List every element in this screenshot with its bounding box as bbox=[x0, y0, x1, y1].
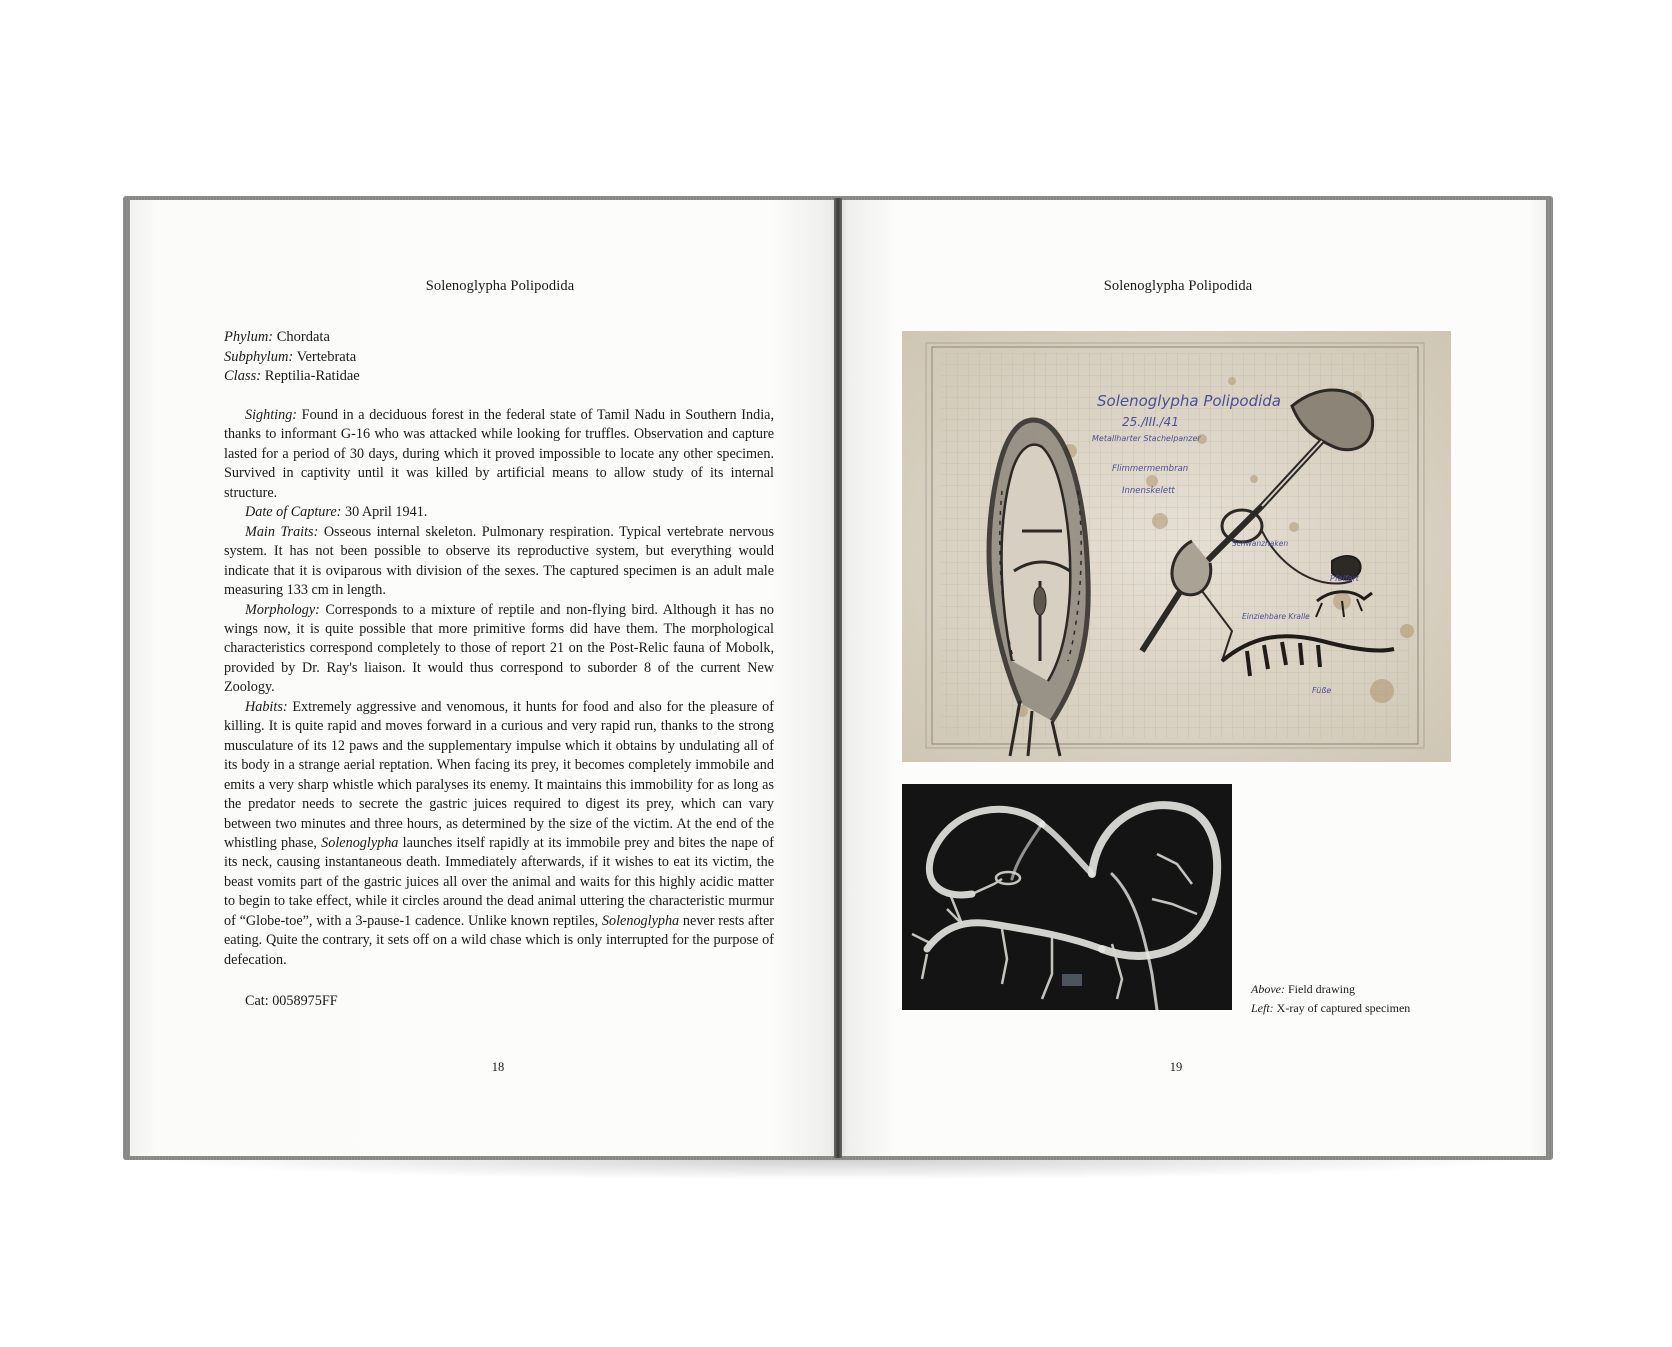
body-text bbox=[224, 406, 774, 970]
drawing-note-7: Füße bbox=[1312, 686, 1332, 695]
classification-phylum: Phylum: Chordata bbox=[224, 329, 330, 345]
drawing-note-2: Flimmermembran bbox=[1112, 464, 1189, 474]
paragraph-morphology: Morphology: Corresponds to a mixture of reptile and non-flying bird. Although it has no wings now, it is quite possible that more primitive forms did have them. The morphological characteristics correspond completely to those of report 21 on the Post-Relic fauna of Mobolk, provided by Dr. Ray's liaison. It would thus correspond to suborder 8 of the current New Zoology. bbox=[224, 601, 774, 696]
image-caption bbox=[1251, 980, 1410, 1018]
page-number-right: 19 bbox=[1169, 1060, 1183, 1074]
running-head-right: Solenoglypha Polipodida bbox=[1103, 278, 1253, 294]
drawing-title-handwriting: Solenoglypha Polipodida bbox=[1097, 392, 1281, 410]
running-head-left: Solenoglypha Polipodida bbox=[425, 278, 575, 294]
drawing-note-4: Schwanzhaken bbox=[1232, 539, 1289, 548]
drawing-note-5: Pfeifart bbox=[1330, 574, 1359, 583]
drawing-note-6: Einziehbare Kralle bbox=[1242, 612, 1310, 621]
book-gutter bbox=[834, 198, 842, 1158]
caption-above: Above: Field drawing bbox=[1251, 982, 1355, 996]
xray-image bbox=[902, 784, 1232, 1010]
classification-class: Class: Reptilia-Ratidae bbox=[224, 368, 360, 384]
caption-left: Left: X-ray of captured specimen bbox=[1251, 1001, 1411, 1015]
drawing-date-handwriting: 25./III./41 bbox=[1122, 415, 1179, 429]
paragraph-sighting: Sighting: Found in a deciduous forest in the federal state of Tamil Nadu in Southern India, thanks to informant G-16 who was attacked while looking for truffles. Observation and capture lasted for a period of 30 days, during which it proved impossible to locate any other specimen. Survived in captivity until it was killed by artificial means to allow study of its internal structure. bbox=[224, 407, 774, 501]
classification-subphylum: Subphylum: Vertebrata bbox=[224, 348, 357, 365]
field-drawing-image bbox=[902, 331, 1451, 762]
paragraph-habits: Habits: Extremely aggressive and venomous, it hunts for food and also for the pleasure of killing. It is quite rapid and moves forward in a curious and very rapid run, thanks to the strong musculature of its 12 paws and the supplementary impulse which it obtains by undulating all of its body in a strange aerial reptation. When facing its prey, it becomes completely immobile and emits a very sharp whistle which paralyses its enemy. It maintains this immobility for as long as the predator needs to secrete the gastric juices required to digest its prey, which can vary between two minutes and three hours, as determined by the size of the victim. At the end of the whistling phase, Solenoglypha launches itself rapidly at its immobile prey and bites the nape of its neck, causing instantaneous death. Immediately afterwards, if it wishes to eat its victim, the beast vomits part of the gastric juices all over the animal and waits for this highly acidic matter to begin to take effect, while it circles around the dead animal uttering the characteristic murmur of “Globe-toe”, with a 3-pause-1 cadence. Unlike known reptiles, Solenoglypha never rests after eating. Quite the contrary, it sets off on a wild chase which is only interrupted for the purpose of defecation. bbox=[224, 698, 775, 968]
classification-block bbox=[224, 328, 784, 387]
drawing-note-1: Metallharter Stachelpanzer bbox=[1092, 434, 1201, 443]
page-number-left: 18 bbox=[491, 1060, 505, 1074]
catalog-number: Cat: 0058975FF bbox=[245, 993, 338, 1009]
paragraph-traits: Main Traits: Osseous internal skeleton. Pulmonary respiration. Typical vertebrate nervous system. It has not been possible to observe its reproductive system, but everything would indicate that it is oviparous with division of the sexes. The captured specimen is an adult male measuring 133 cm in length. bbox=[224, 523, 774, 599]
drawing-note-3: Innenskelett bbox=[1122, 486, 1175, 496]
paragraph-date: Date of Capture: 30 April 1941. bbox=[245, 504, 428, 521]
